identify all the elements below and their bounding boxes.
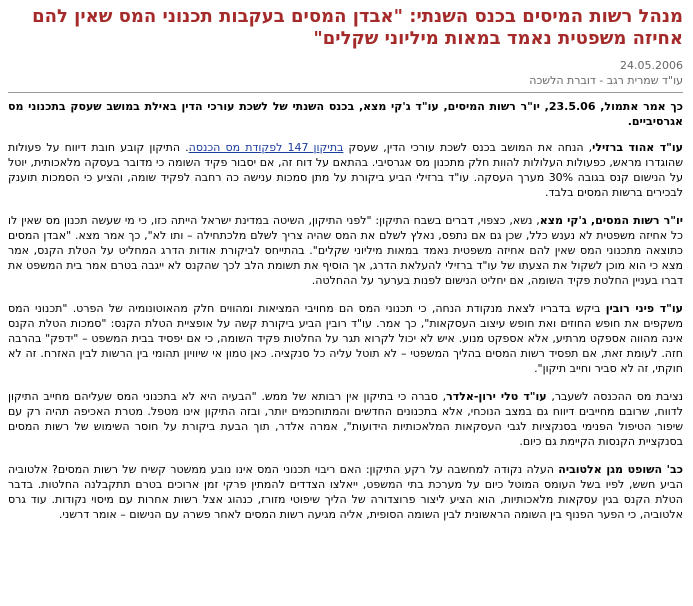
paragraph-text: . התיקון קובע חובת דיווח על פעולות שהוגדרו מראש, כפעולות העלולות להוות חלק מתכנון מס אגרסיבי. בהתאם על דוח זה, אם יסבור פקיד השומה כי מדובר בעסקה מלאכותית, יוטל על הנישום קנס בגובה 30% מערך העסקה. עו"ד ברזילי הביע ביקורת על מתן סמכות ענישה כה רחבה לפקיד שומה, והציע כי הסמכות תוענק לבכירים ברשות המסים בלבד.: [8, 141, 683, 199]
paragraph-text: , הנחה את המושב בכנס לשכת עורכי הדין, שעסק: [343, 141, 593, 154]
article-author: עו"ד שמרית רגב - דוברת הלשכה: [529, 74, 683, 87]
article-title: מנהל רשות המיסים בכנס השנתי: "אבדן המסים בעקבות תכנוני המס שאין להם אחיזה משפטית נאמד במאות מיליוני שקלים": [32, 6, 683, 49]
article-date: 24.05.2006: [620, 59, 683, 72]
paragraph-barzilai: [8, 140, 683, 200]
paragraph-text: , סברה כי בתיקון אין רבותא של ממש. "הבעיה היא לא בתכנוני המס שעליהם מחייב התיקון לדווח, שרובם מחייבים דיווח גם במצב הנוכחי, אלא בתכנונים החדשים והמתוחכמים יותר, ובזה התיקון אינו מטפל. מטרת האכיפה תהיה רק עם שיפור הטיפול הפנימי בסנקציות לגבי העסקאות המלאכותיות הידועות", אמרה אלדר, תוך הבעת ביקורת על חוסר השימוש של רשות המסים בסנקציית הקנסות הקיימת גם כיום.: [8, 390, 683, 448]
speaker-name: עו"ד פיני רובין: [605, 302, 683, 315]
paragraph-yaron-eldar: [8, 389, 683, 449]
paragraph-text: , נשא, כצפוי, דברים בשבח התיקון: "לפני התיקון, השיטה במדינת ישראל הייתה כזו, כי מי שעשה תכנון מס שאין לו כל אחיזה משפטית לא נענש כלל, שכן גם אם נתפס, נאלץ לשלם את המס שהיה צריך לשלם מלכתחילה – ותו לא", כך אמר מצא. "אבדן המסים כתוצאה מתכנוני המס שאין להם אחיזה משפטית נאמד במאות מיליוני שקלים". בהתייחס לביקורת אודות הדרג המחליט על הטלת הקנס, אמר מצא כי הוא מוכן לשקול את הצעתו של עו"ד ברזילי להעלאת הדרג, אך הוסיף את תשומת הלב לכך שהקנס לא ייגבה בטרם אמר בית המשפט את דברו בעניין החלטת פקיד השומה, אם יחליט הנישום לפנות בערער על ההחלטה.: [8, 214, 683, 287]
paragraph-altuvia: [8, 462, 683, 522]
paragraph-metza: [8, 213, 683, 288]
speaker-name: עו"ד אהוד ברזילי: [592, 141, 684, 154]
paragraph-text: העלה נקודה למחשבה על רקע התיקון: האם ריבוי תכנוני המס אינו נובע ממשטר קשיח של רשות המסים? אלטוביה הביע חשש, לפיו בשל העומס המוטל כיום על מערכת בתי המשפט, ייאלצו הצדדים להמתין פרקי זמן ארוכים בטרם תתקבלנה החלטות. בדבר הטלת הקנס בגין עסקאות מלאכותיות, הוא הציע ליצור פרוצדורה של הליך שיפוטי מזורז, כנהוג אצל רשות אחרות עם מיסוי נקודות. עוד גרס אלטוביה, כי הפער הפנוף בין השומה הראשונית לבין השומה הסופית, אליה מגיעה רשות המסים לאחר פשרה עם הנישום – אומר דרשני.: [8, 463, 683, 521]
paragraph-rubin: [8, 301, 683, 376]
paragraph-text: ביקש בדבריו לצאת מנקודת הנחה, כי תכנוני המס הם מחויבי המציאות ומהווים חלק מהאוטונומיה של הפרט. "תכנוני המס משקפים את חופש החוזים ואת חופש עיצוב העסקאות", כך אמר. עו"ד רובין הביע ביקורת קשה על אופציית הטלת הקנס: "סמכות הטלת הקנס אינה מהווה אספקט מרתיע, אלא אספקט מנוע. איש לא יכול לקרוא תגר על החלטות פקיד השומה, כי אם יפסיד בבית המשפט – "ידפק" בהרבה חזה. לעומת זאת, אם תפסיד רשות המסים בהליך המשפטי – לא תוטל עליה כל סנקציה. כאן טמון אי שיוויון תהומי בין הרשות לבין האזרח. זה לא חוקתי, זה לא סביר וחייב תיקון".: [8, 302, 683, 375]
paragraph-text: נציבת מס ההכנסה לשעבר,: [546, 390, 683, 403]
article-meta: [8, 58, 683, 88]
article-lead: כך אמר אתמול, 23.5.06, יו"ר רשות המיסים, עו"ד ג'קי מצא, בכנס השנתי של לשכת עורכי הדין באילת במושב שעסק בתכנוני מס אגרסיביים.: [8, 100, 683, 128]
speaker-name: יו"ר רשות המסים, ג'קי מצא: [539, 214, 683, 227]
speaker-name: כב' השופט מגן אלטוביה: [558, 463, 683, 476]
speaker-name: עו"ד טלי ירון-אלדר: [446, 390, 547, 403]
divider: [8, 92, 683, 93]
amendment-147-link[interactable]: בתיקון 147 לפקודת מס הכנסה: [188, 141, 344, 154]
